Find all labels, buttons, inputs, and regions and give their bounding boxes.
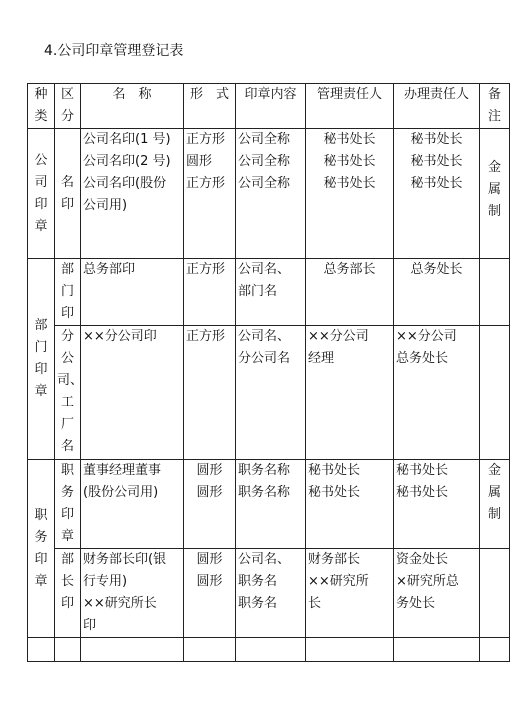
form-cell: 正方形 圆形 正方形: [184, 129, 236, 259]
empty-cell: [236, 638, 306, 662]
area-cell: 名 印: [55, 129, 81, 259]
header-handler: 办理责任人: [394, 84, 480, 129]
manager-cell: 秘书处长 秘书处长: [306, 460, 394, 549]
note-cell: 金 属 制: [480, 129, 510, 259]
area-cell: 部 门 印: [55, 259, 81, 326]
seal-register-table: [27, 83, 510, 662]
table-row: [28, 460, 510, 549]
table-row: [28, 259, 510, 326]
handler-cell: 资金处长 ×研究所总 务处长: [394, 549, 480, 638]
empty-cell: [480, 638, 510, 662]
note-cell: 金 属 制: [480, 460, 510, 549]
name-cell: 董事经理董事 (股份公司用): [81, 460, 184, 549]
empty-cell: [55, 638, 81, 662]
manager-cell: ××分公司 经理: [306, 326, 394, 460]
content-cell: 公司名、 部门名: [236, 259, 306, 326]
table-row: [28, 549, 510, 638]
empty-cell: [28, 638, 55, 662]
group-dept: 部 门 印 章: [28, 259, 55, 460]
header-content: 印章内容: [236, 84, 306, 129]
header-manager: 管理责任人: [306, 84, 394, 129]
empty-cell: [184, 638, 236, 662]
group-company: 公 司 印 章: [28, 129, 55, 259]
header-kind: 种 类: [28, 84, 55, 129]
page-title: 4.公司印章管理登记表: [44, 43, 184, 59]
empty-cell: [394, 638, 480, 662]
form-cell: 正方形: [184, 259, 236, 326]
handler-cell: ××分公司 总务处长: [394, 326, 480, 460]
content-cell: 公司全称 公司全称 公司全称: [236, 129, 306, 259]
header-name: 名 称: [81, 84, 184, 129]
note-cell: [480, 549, 510, 638]
handler-cell: 秘书处长 秘书处长: [394, 460, 480, 549]
manager-cell: 总务部长: [306, 259, 394, 326]
table-row: [28, 326, 510, 460]
name-cell: 财务部长印(银 行专用) ××研究所长 印: [81, 549, 184, 638]
note-cell: [480, 259, 510, 326]
group-duty: 职 务 印 章: [28, 460, 55, 638]
form-cell: 圆形 圆形: [184, 460, 236, 549]
area-cell: 分 公 司、 工 厂 名: [55, 326, 81, 460]
area-cell: 部 长 印: [55, 549, 81, 638]
manager-cell: 秘书处长 秘书处长 秘书处长: [306, 129, 394, 259]
content-cell: 公司名、 职务名 职务名: [236, 549, 306, 638]
handler-cell: 总务处长: [394, 259, 480, 326]
manager-cell: 财务部长 ××研究所 长: [306, 549, 394, 638]
table-row: [28, 129, 510, 259]
note-cell: [480, 326, 510, 460]
name-cell: 总务部印: [81, 259, 184, 326]
header-area: 区 分: [55, 84, 81, 129]
content-cell: 职务名称 职务名称: [236, 460, 306, 549]
header-note: 备 注: [480, 84, 510, 129]
empty-cell: [81, 638, 184, 662]
header-row: [28, 84, 510, 129]
handler-cell: 秘书处长 秘书处长 秘书处长: [394, 129, 480, 259]
name-cell: ××分公司印: [81, 326, 184, 460]
form-cell: 正方形: [184, 326, 236, 460]
empty-row: [28, 638, 510, 662]
content-cell: 公司名、 分公司名: [236, 326, 306, 460]
header-form: 形 式: [184, 84, 236, 129]
form-cell: 圆形 圆形: [184, 549, 236, 638]
area-cell: 职 务 印 章: [55, 460, 81, 549]
empty-cell: [306, 638, 394, 662]
name-cell: 公司名印(1 号) 公司名印(2 号) 公司名印(股份 公司用): [81, 129, 184, 259]
